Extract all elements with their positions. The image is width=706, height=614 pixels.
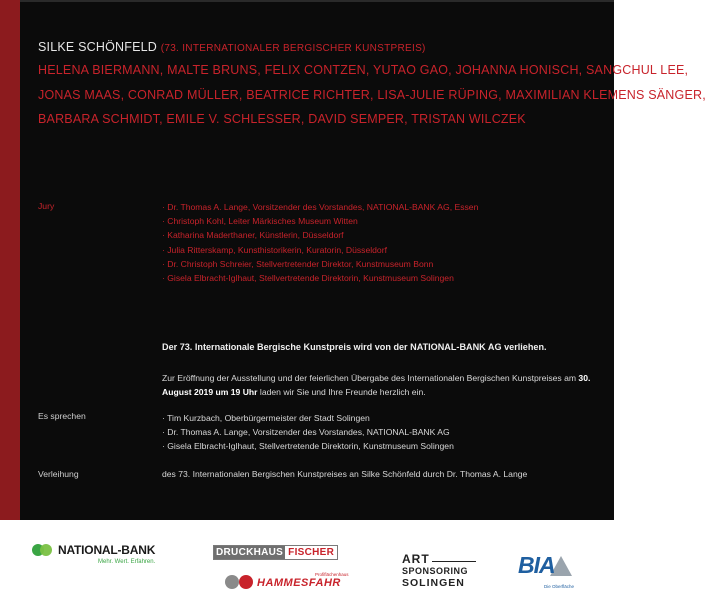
invitation-text — [162, 371, 592, 399]
red-edge-stripe — [0, 0, 20, 520]
award-label: Verleihung — [38, 469, 79, 479]
artist-heading — [38, 40, 608, 54]
druckhaus-label: DRUCKHAUS — [216, 547, 284, 558]
bia-tagline: Die Oberfläche — [544, 584, 575, 589]
jury-member: · Dr. Christoph Schreier, Stellvertretender Direktor, Kunstmuseum Bonn — [162, 257, 478, 271]
fischer-label: FISCHER — [285, 546, 337, 559]
hammesfahr-name: HAMMESFAHR — [257, 577, 341, 589]
invite-date: 30. August 2019 um 19 Uhr — [162, 373, 591, 397]
nominees-line-2: JONAS MAAS, CONRAD MÜLLER, BEATRICE RICHTER, LISA-JULIE RÜPING, MAXIMILIAN KLEMENS SÄNGER, — [38, 88, 706, 102]
art-label: ART — [402, 552, 430, 566]
jury-member: · Julia Ritterskamp, Kunsthistorikerin, Kuratorin, Düsseldorf — [162, 243, 478, 257]
bia-name: BIA — [518, 552, 555, 578]
jury-member: · Dr. Thomas A. Lange, Vorsitzender des Vorstandes, NATIONAL-BANK AG, Essen — [162, 200, 478, 214]
nominees-line-1: HELENA BIERMANN, MALTE BRUNS, FELIX CONTZEN, YUTAO GAO, JOHANNA HONISCH, SANGCHUL LEE, — [38, 63, 689, 77]
speaker-item: · Dr. Thomas A. Lange, Vorsitzender des Vorstandes, NATIONAL-BANK AG — [162, 425, 454, 439]
award-note: Der 73. Internationale Bergische Kunstpreis wird von der NATIONAL-BANK AG verliehen. — [162, 342, 547, 352]
art-rule — [432, 561, 476, 562]
jury-list — [162, 200, 478, 285]
invite-text-after: laden wir Sie und Ihre Freunde herzlich ein. — [257, 387, 426, 397]
speakers-label: Es sprechen — [38, 411, 86, 421]
hammesfahr-small-label: Profiflächenhaus — [315, 572, 349, 577]
jury-member: · Gisela Elbracht-Iglhaut, Stellvertretende Direktorin, Kunstmuseum Solingen — [162, 271, 478, 285]
light-green-dot-icon — [40, 544, 52, 556]
artist-note: (73. INTERNATIONALER BERGISCHER KUNSTPREIS) — [160, 43, 426, 54]
speaker-item: · Gisela Elbracht-Iglhaut, Stellvertretende Direktorin, Kunstmuseum Solingen — [162, 439, 454, 453]
speaker-item: · Tim Kurzbach, Oberbürgermeister der Stadt Solingen — [162, 411, 454, 425]
jury-label: Jury — [38, 201, 55, 211]
druckhaus-fischer-logo — [213, 545, 338, 560]
invite-text-before: Zur Eröffnung der Ausstellung und der feierlichen Übergabe des Internationalen Bergischen Kunstpreises am — [162, 373, 579, 383]
artist-name: SILKE SCHÖNFELD — [38, 40, 158, 54]
grey-circle-icon — [225, 575, 239, 589]
national-bank-dots-icon — [32, 544, 54, 556]
hammesfahr-logo — [225, 572, 355, 594]
sponsoring-label: SPONSORING — [402, 566, 469, 576]
bia-logo — [518, 550, 578, 600]
national-bank-tagline: Mehr. Wert. Erfahren. — [98, 559, 156, 565]
speakers-list — [162, 411, 454, 454]
national-bank-name: NATIONAL-BANK — [58, 543, 156, 557]
jury-member: · Christoph Kohl, Leiter Märkisches Museum Witten — [162, 214, 478, 228]
art-sponsoring-logo — [402, 553, 482, 589]
jury-member: · Katharina Maderthaner, Künstlerin, Düsseldorf — [162, 228, 478, 242]
nominees-line-3: BARBARA SCHMIDT, EMILE V. SCHLESSER, DAVID SEMPER, TRISTAN WILCZEK — [38, 112, 526, 126]
red-circle-icon — [239, 575, 253, 589]
award-text: des 73. Internationalen Bergischen Kunstpreises an Silke Schönfeld durch Dr. Thomas A. Lange — [162, 469, 528, 479]
solingen-label: SOLINGEN — [402, 577, 465, 589]
top-rule — [20, 0, 614, 2]
